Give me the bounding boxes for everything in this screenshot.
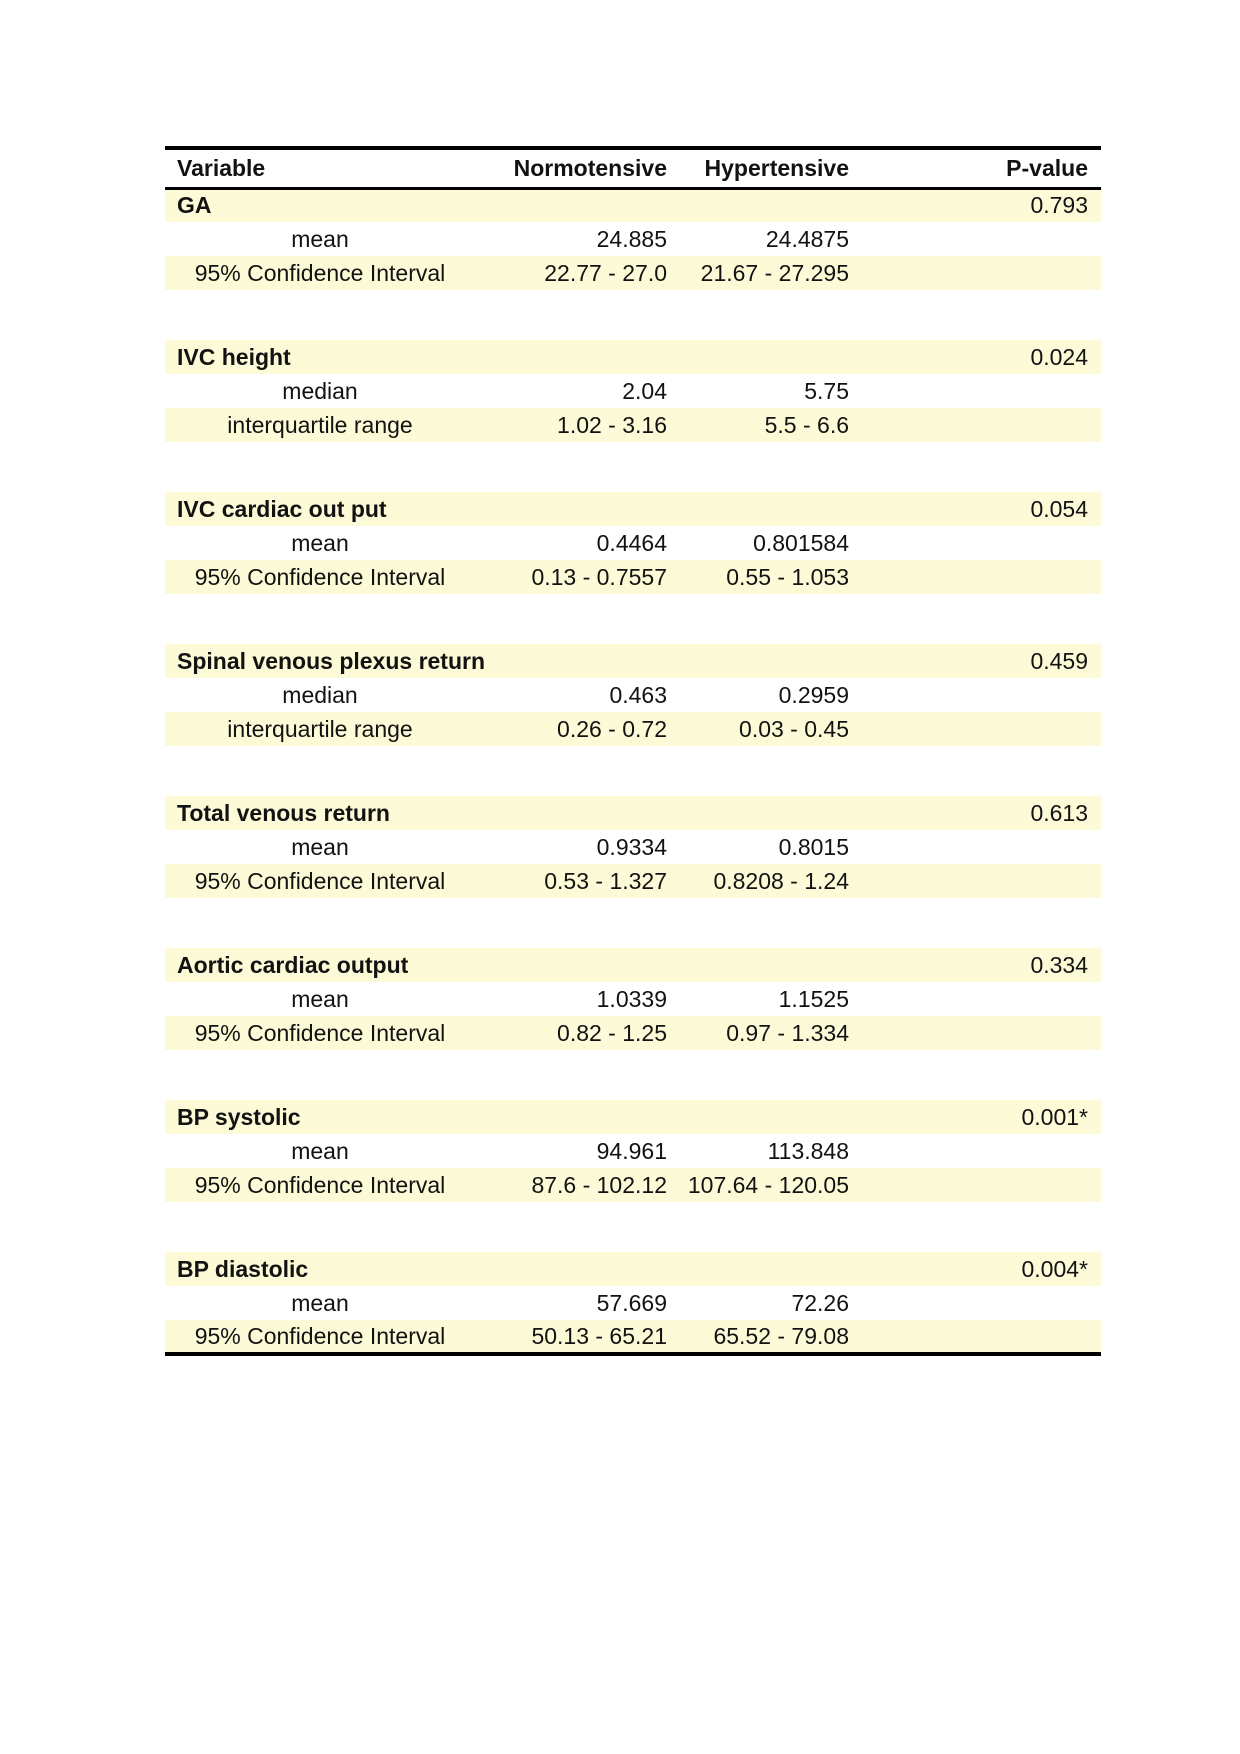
- empty-cell: [475, 492, 673, 526]
- range-label-cell: 95% Confidence Interval: [165, 560, 475, 594]
- statistic-row: [165, 1134, 1101, 1168]
- hypertensive-value-cell: 1.1525: [778, 985, 849, 1012]
- range-row: [165, 1016, 1101, 1050]
- range-row: [165, 1168, 1101, 1202]
- empty-cell: [853, 526, 1101, 560]
- variable-name-cell: Aortic cardiac output: [165, 948, 475, 982]
- p-value-cell: 0.793: [853, 188, 1101, 222]
- empty-cell: [673, 340, 853, 374]
- statistic-label-cell: mean: [291, 529, 349, 556]
- column-header-variable: Variable: [165, 148, 475, 188]
- normotensive-range-cell: 87.6 - 102.12: [475, 1168, 673, 1202]
- statistic-row: [165, 678, 1101, 712]
- normotensive-range-cell: 1.02 - 3.16: [475, 408, 673, 442]
- spacer-row: [165, 290, 1101, 340]
- normotensive-value-cell: 24.885: [596, 225, 667, 252]
- variable-name-cell: BP diastolic: [165, 1252, 475, 1286]
- statistic-label-cell: mean: [291, 225, 349, 252]
- statistic-row: [165, 982, 1101, 1016]
- variable-name-cell: Spinal venous plexus return: [165, 644, 475, 678]
- normotensive-value-cell: 57.669: [596, 1289, 667, 1316]
- empty-cell: [673, 948, 853, 982]
- normotensive-value-cell: 2.04: [622, 377, 667, 404]
- range-label-cell: interquartile range: [165, 712, 475, 746]
- range-label-cell: 95% Confidence Interval: [165, 256, 475, 290]
- spacer-cell: [165, 898, 1101, 948]
- spacer-row: [165, 594, 1101, 644]
- hypertensive-range-cell: 0.8208 - 1.24: [673, 864, 853, 898]
- table-header: [165, 148, 1101, 188]
- statistic-label-cell: mean: [291, 985, 349, 1012]
- variable-name-cell: IVC cardiac out put: [165, 492, 475, 526]
- variable-title-row: [165, 948, 1101, 982]
- normotensive-value-cell: 1.0339: [596, 985, 667, 1012]
- spacer-row: [165, 1050, 1101, 1100]
- normotensive-range-cell: 0.26 - 0.72: [475, 712, 673, 746]
- normotensive-range-cell: 22.77 - 27.0: [475, 256, 673, 290]
- hypertensive-value-cell: 0.2959: [778, 681, 849, 708]
- empty-cell: [853, 712, 1101, 746]
- p-value-cell: 0.024: [853, 340, 1101, 374]
- hypertensive-value-cell: 24.4875: [765, 225, 849, 252]
- results-table: [165, 146, 1101, 1356]
- empty-cell: [673, 492, 853, 526]
- variable-title-row: [165, 1252, 1101, 1286]
- header-row: [165, 148, 1101, 188]
- empty-cell: [853, 1134, 1101, 1168]
- hypertensive-range-cell: 5.5 - 6.6: [673, 408, 853, 442]
- statistic-row: [165, 1286, 1101, 1320]
- range-row: [165, 712, 1101, 746]
- empty-cell: [853, 408, 1101, 442]
- empty-cell: [853, 256, 1101, 290]
- statistic-label-cell: median: [282, 681, 358, 708]
- statistic-row: [165, 526, 1101, 560]
- variable-name-cell: GA: [165, 188, 475, 222]
- hypertensive-range-cell: 65.52 - 79.08: [673, 1320, 853, 1354]
- hypertensive-range-cell: 21.67 - 27.295: [673, 256, 853, 290]
- spacer-cell: [165, 594, 1101, 644]
- normotensive-range-cell: 50.13 - 65.21: [475, 1320, 673, 1354]
- spacer-cell: [165, 442, 1101, 492]
- hypertensive-value-cell: 113.848: [767, 1137, 849, 1164]
- empty-cell: [853, 560, 1101, 594]
- empty-cell: [853, 374, 1101, 408]
- column-header-p-value: P-value: [853, 148, 1101, 188]
- variable-title-row: [165, 796, 1101, 830]
- hypertensive-value-cell: 5.75: [804, 377, 849, 404]
- range-row: [165, 408, 1101, 442]
- normotensive-range-cell: 0.82 - 1.25: [475, 1016, 673, 1050]
- hypertensive-range-cell: 107.64 - 120.05: [673, 1168, 853, 1202]
- range-label-cell: 95% Confidence Interval: [165, 1168, 475, 1202]
- empty-cell: [673, 796, 853, 830]
- statistic-label-cell: mean: [291, 1289, 349, 1316]
- spacer-cell: [165, 1202, 1101, 1252]
- spacer-cell: [165, 1050, 1101, 1100]
- p-value-cell: 0.459: [853, 644, 1101, 678]
- statistic-label-cell: mean: [291, 833, 349, 860]
- range-row: [165, 560, 1101, 594]
- normotensive-value-cell: 0.463: [609, 681, 667, 708]
- empty-cell: [475, 796, 673, 830]
- spacer-row: [165, 746, 1101, 796]
- empty-cell: [475, 1252, 673, 1286]
- spacer-row: [165, 898, 1101, 948]
- p-value-cell: 0.004*: [853, 1252, 1101, 1286]
- spacer-row: [165, 442, 1101, 492]
- empty-cell: [853, 678, 1101, 712]
- variable-title-row: [165, 492, 1101, 526]
- empty-cell: [673, 1100, 853, 1134]
- statistic-row: [165, 830, 1101, 864]
- empty-cell: [853, 830, 1101, 864]
- variable-name-cell: IVC height: [165, 340, 475, 374]
- normotensive-range-cell: 0.53 - 1.327: [475, 864, 673, 898]
- variable-title-row: [165, 1100, 1101, 1134]
- statistic-label-cell: mean: [291, 1137, 349, 1164]
- range-label-cell: 95% Confidence Interval: [165, 864, 475, 898]
- empty-cell: [853, 1286, 1101, 1320]
- empty-cell: [673, 644, 853, 678]
- hypertensive-range-cell: 0.55 - 1.053: [673, 560, 853, 594]
- range-label-cell: interquartile range: [165, 408, 475, 442]
- statistic-label-cell: median: [282, 377, 358, 404]
- empty-cell: [475, 188, 673, 222]
- range-row: [165, 256, 1101, 290]
- empty-cell: [853, 1320, 1101, 1354]
- column-header-normotensive: Normotensive: [475, 148, 673, 188]
- spacer-cell: [165, 290, 1101, 340]
- table-body: [165, 188, 1101, 1354]
- range-label-cell: 95% Confidence Interval: [165, 1016, 475, 1050]
- empty-cell: [475, 1100, 673, 1134]
- empty-cell: [853, 1016, 1101, 1050]
- spacer-row: [165, 1202, 1101, 1252]
- hypertensive-value-cell: 72.26: [791, 1289, 849, 1316]
- variable-title-row: [165, 644, 1101, 678]
- hypertensive-range-cell: 0.97 - 1.334: [673, 1016, 853, 1050]
- empty-cell: [475, 948, 673, 982]
- empty-cell: [475, 644, 673, 678]
- range-row: [165, 864, 1101, 898]
- hypertensive-value-cell: 0.801584: [753, 529, 849, 556]
- empty-cell: [853, 864, 1101, 898]
- range-label-cell: 95% Confidence Interval: [165, 1320, 475, 1354]
- variable-name-cell: Total venous return: [165, 796, 475, 830]
- empty-cell: [853, 982, 1101, 1016]
- normotensive-range-cell: 0.13 - 0.7557: [475, 560, 673, 594]
- hypertensive-value-cell: 0.8015: [778, 833, 849, 860]
- range-row: [165, 1320, 1101, 1354]
- empty-cell: [853, 222, 1101, 256]
- statistic-row: [165, 374, 1101, 408]
- empty-cell: [853, 1168, 1101, 1202]
- hypertensive-range-cell: 0.03 - 0.45: [673, 712, 853, 746]
- variable-title-row: [165, 340, 1101, 374]
- column-header-hypertensive: Hypertensive: [673, 148, 853, 188]
- statistic-row: [165, 222, 1101, 256]
- normotensive-value-cell: 0.9334: [596, 833, 667, 860]
- variable-title-row: [165, 188, 1101, 222]
- variable-name-cell: BP systolic: [165, 1100, 475, 1134]
- normotensive-value-cell: 94.961: [596, 1137, 667, 1164]
- spacer-cell: [165, 746, 1101, 796]
- empty-cell: [475, 340, 673, 374]
- p-value-cell: 0.001*: [853, 1100, 1101, 1134]
- p-value-cell: 0.054: [853, 492, 1101, 526]
- empty-cell: [673, 1252, 853, 1286]
- results-table-container: [165, 146, 1101, 1356]
- p-value-cell: 0.613: [853, 796, 1101, 830]
- p-value-cell: 0.334: [853, 948, 1101, 982]
- normotensive-value-cell: 0.4464: [596, 529, 667, 556]
- empty-cell: [673, 188, 853, 222]
